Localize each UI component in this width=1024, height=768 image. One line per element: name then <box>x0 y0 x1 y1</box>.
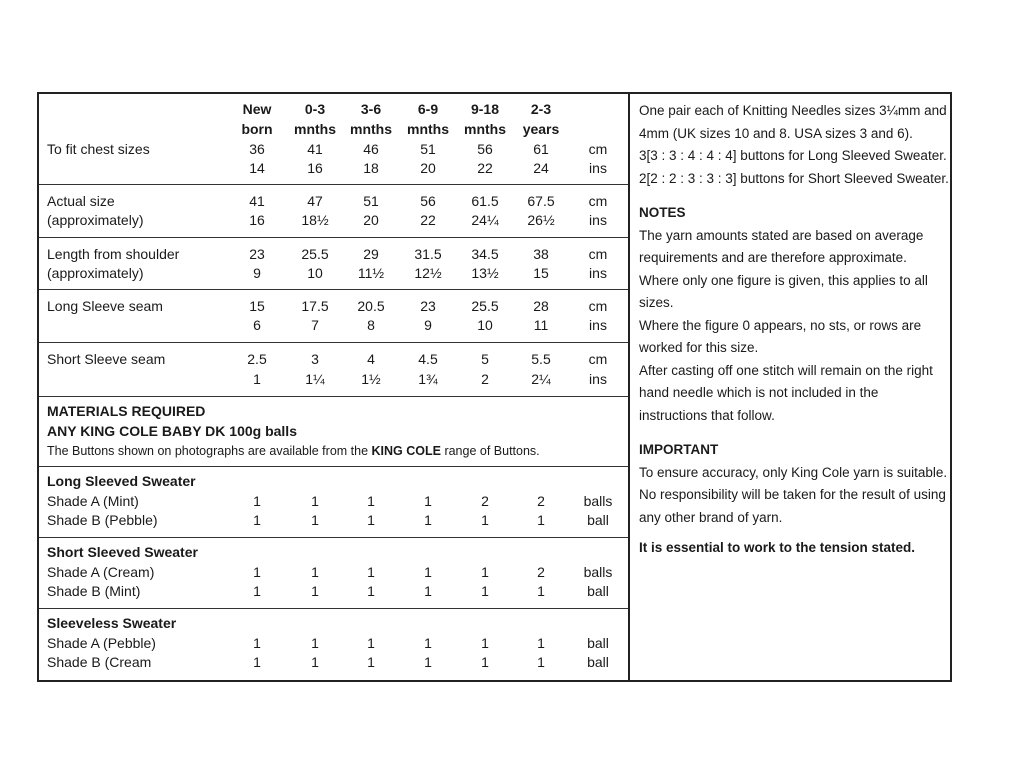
section-rule <box>39 342 628 343</box>
size-header-bottom: mnths <box>294 121 336 137</box>
ball-count: 1 <box>424 583 432 599</box>
ball-count: 1 <box>424 564 432 580</box>
ball-count: 1 <box>253 493 261 509</box>
ball-count: 1 <box>537 635 545 651</box>
size-header-top: 0-3 <box>304 101 326 117</box>
ball-count: 1 <box>367 564 375 580</box>
cm-value: 41 <box>249 193 265 209</box>
cm-value: 47 <box>307 193 323 209</box>
cm-value: 4.5 <box>418 351 438 367</box>
cm-value: 61 <box>533 141 549 157</box>
shade-label: Shade B (Cream <box>47 654 152 670</box>
ins-value: 22 <box>420 212 436 228</box>
unit-ins: ins <box>589 265 607 281</box>
ins-value: 9 <box>253 265 261 281</box>
unit-ins: ins <box>589 317 607 333</box>
cm-value: 15 <box>249 298 265 314</box>
ball-count: 1 <box>253 512 261 528</box>
cm-value: 3 <box>311 351 319 367</box>
ball-count: 1 <box>311 635 319 651</box>
ins-value: 26½ <box>527 212 555 228</box>
shade-label: Shade A (Cream) <box>47 564 155 580</box>
ball-count: 1 <box>311 512 319 528</box>
ins-value: 11½ <box>357 265 385 281</box>
cm-value: 56 <box>420 193 436 209</box>
shade-label: Shade A (Mint) <box>47 493 139 509</box>
measurement-label: Length from shoulder <box>47 246 180 262</box>
ball-count: 1 <box>481 564 489 580</box>
ins-value: 12½ <box>414 265 442 281</box>
buttons-short-text: 2[2 : 2 : 3 : 3 : 3] buttons for Short Sleeved Sweater. <box>639 170 949 186</box>
unit-ins: ins <box>589 212 607 228</box>
ball-count: 2 <box>537 564 545 580</box>
cm-value: 51 <box>420 141 436 157</box>
size-header-bottom: born <box>241 121 273 137</box>
size-header-top: New <box>242 101 272 117</box>
ball-count: 1 <box>481 583 489 599</box>
size-header-bottom: years <box>522 121 560 137</box>
notes-text-3: Where the figure 0 appears, no sts, or rows are worked for this size. <box>639 317 922 355</box>
needles-text: One pair each of Knitting Needles sizes 3¼mm and 4mm (UK sizes 10 and 8. USA sizes 3 and 6). <box>639 103 947 141</box>
buttons-long-text: 3[3 : 3 : 4 : 4 : 4] buttons for Long Sleeved Sweater. <box>639 148 947 163</box>
measurement-label: Long Sleeve seam <box>47 298 163 314</box>
cm-value: 2.5 <box>247 351 267 367</box>
ball-count: 2 <box>481 493 489 509</box>
ball-count: 1 <box>311 564 319 580</box>
ins-value: 2 <box>481 371 489 387</box>
ins-value: 20 <box>420 160 436 176</box>
garment-title: Long Sleeved Sweater <box>47 473 196 489</box>
unit-cm: cm <box>588 298 608 314</box>
ball-count: 1 <box>537 654 545 670</box>
garment-title: Short Sleeved Sweater <box>47 544 198 560</box>
ball-unit: ball <box>587 512 609 528</box>
cm-value: 25.5 <box>471 298 499 314</box>
shade-label: Shade A (Pebble) <box>47 635 156 651</box>
ball-count: 1 <box>311 654 319 670</box>
ins-value: 1 <box>253 371 261 387</box>
ins-value: 9 <box>424 317 432 333</box>
size-header-bottom: mnths <box>407 121 449 137</box>
ball-count: 1 <box>253 564 261 580</box>
cm-value: 34.5 <box>471 246 499 262</box>
cm-value: 5.5 <box>531 351 551 367</box>
materials-heading: MATERIALS REQUIRED <box>47 403 206 419</box>
section-rule <box>39 608 628 609</box>
ins-value: 22 <box>477 160 493 176</box>
cm-value: 41 <box>307 141 323 157</box>
measurement-label: Actual size <box>47 193 115 209</box>
ball-count: 1 <box>424 512 432 528</box>
cm-value: 51 <box>363 193 379 209</box>
ball-count: 1 <box>311 583 319 599</box>
cm-value: 29 <box>363 246 379 262</box>
notes-text-2: Where only one figure is given, this applies to all sizes. <box>639 272 928 310</box>
cm-value: 31.5 <box>414 246 442 262</box>
size-header-bottom: mnths <box>350 121 392 137</box>
ball-count: 1 <box>424 654 432 670</box>
important-heading: IMPORTANT <box>639 442 719 457</box>
yarn-line: ANY KING COLE BABY DK 100g balls <box>47 423 297 439</box>
cm-value: 67.5 <box>527 193 555 209</box>
column-divider <box>628 92 630 682</box>
ball-count: 1 <box>537 512 545 528</box>
ins-value: 24 <box>533 160 549 176</box>
section-rule <box>39 184 628 185</box>
ball-count: 1 <box>367 654 375 670</box>
ball-count: 1 <box>367 512 375 528</box>
ball-count: 2 <box>537 493 545 509</box>
section-rule <box>39 237 628 238</box>
cm-value: 5 <box>481 351 489 367</box>
ins-value: 14 <box>249 160 265 176</box>
unit-ins: ins <box>589 160 607 176</box>
ins-value: 16 <box>249 212 265 228</box>
cm-value: 4 <box>367 351 375 367</box>
unit-cm: cm <box>588 141 608 157</box>
ins-value: 6 <box>253 317 261 333</box>
ball-count: 1 <box>367 635 375 651</box>
ins-value: 18½ <box>301 212 329 228</box>
ball-count: 1 <box>424 493 432 509</box>
cm-value: 25.5 <box>301 246 329 262</box>
ins-value: 2¼ <box>531 371 551 387</box>
ins-value: 7 <box>311 317 319 333</box>
ball-count: 1 <box>481 635 489 651</box>
section-rule <box>39 537 628 538</box>
ball-unit: balls <box>583 564 613 580</box>
ball-unit: ball <box>587 635 609 651</box>
cm-value: 36 <box>249 141 265 157</box>
needles-and-notes-panel <box>639 100 949 560</box>
ball-count: 1 <box>481 512 489 528</box>
ins-value: 1¾ <box>418 371 438 387</box>
section-rule <box>39 466 628 467</box>
measurement-label: Short Sleeve seam <box>47 351 166 367</box>
shade-label: Shade B (Pebble) <box>47 512 158 528</box>
cm-value: 61.5 <box>471 193 499 209</box>
measurement-label: To fit chest sizes <box>47 141 150 157</box>
ins-value: 20 <box>363 212 379 228</box>
unit-ins: ins <box>589 371 607 387</box>
ball-unit: ball <box>587 654 609 670</box>
size-header-top: 3-6 <box>360 101 382 117</box>
cm-value: 56 <box>477 141 493 157</box>
ins-value: 11 <box>533 317 549 333</box>
ins-value: 10 <box>307 265 323 281</box>
ins-value: 8 <box>367 317 375 333</box>
notes-text-4: After casting off one stitch will remain on the right hand needle which is not included in the instructions that follow. <box>639 362 933 423</box>
unit-cm: cm <box>588 193 608 209</box>
measurement-sublabel: (approximately) <box>47 265 144 281</box>
ball-count: 1 <box>367 493 375 509</box>
ball-count: 1 <box>253 583 261 599</box>
ins-value: 18 <box>363 160 379 176</box>
cm-value: 17.5 <box>301 298 329 314</box>
ball-count: 1 <box>253 654 261 670</box>
unit-cm: cm <box>588 351 608 367</box>
ball-count: 1 <box>253 635 261 651</box>
cm-value: 46 <box>363 141 379 157</box>
ball-unit: ball <box>587 583 609 599</box>
ball-count: 1 <box>367 583 375 599</box>
cm-value: 38 <box>533 246 549 262</box>
ball-count: 1 <box>481 654 489 670</box>
notes-heading: NOTES <box>639 205 686 220</box>
ball-count: 1 <box>424 635 432 651</box>
ins-value: 1½ <box>361 371 381 387</box>
section-rule <box>39 396 628 397</box>
ins-value: 1¼ <box>305 371 325 387</box>
garment-title: Sleeveless Sweater <box>47 615 177 631</box>
size-header-bottom: mnths <box>464 121 506 137</box>
ins-value: 10 <box>477 317 493 333</box>
buttons-availability-note: The Buttons shown on photographs are available from the KING COLE range of Buttons. <box>47 444 540 458</box>
ball-unit: balls <box>583 493 613 509</box>
important-text-1: To ensure accuracy, only King Cole yarn is suitable. No responsibility will be taken for the result of using any other brand of yarn. <box>639 464 948 525</box>
ball-count: 1 <box>311 493 319 509</box>
cm-value: 20.5 <box>357 298 385 314</box>
measurement-sublabel: (approximately) <box>47 212 144 228</box>
ins-value: 24¼ <box>471 212 499 228</box>
ball-count: 1 <box>537 583 545 599</box>
ins-value: 13½ <box>471 265 499 281</box>
cm-value: 23 <box>420 298 436 314</box>
size-header-top: 9-18 <box>470 101 500 117</box>
size-header-top: 2-3 <box>530 101 552 117</box>
cm-value: 23 <box>249 246 265 262</box>
section-rule <box>39 289 628 290</box>
unit-cm: cm <box>588 246 608 262</box>
ins-value: 16 <box>307 160 323 176</box>
size-header-top: 6-9 <box>417 101 439 117</box>
cm-value: 28 <box>533 298 549 314</box>
ins-value: 15 <box>533 265 549 281</box>
shade-label: Shade B (Mint) <box>47 583 141 599</box>
important-text-2: It is essential to work to the tension stated. <box>639 540 916 555</box>
notes-text-1: The yarn amounts stated are based on average requirements and are therefore approximate. <box>639 227 924 265</box>
